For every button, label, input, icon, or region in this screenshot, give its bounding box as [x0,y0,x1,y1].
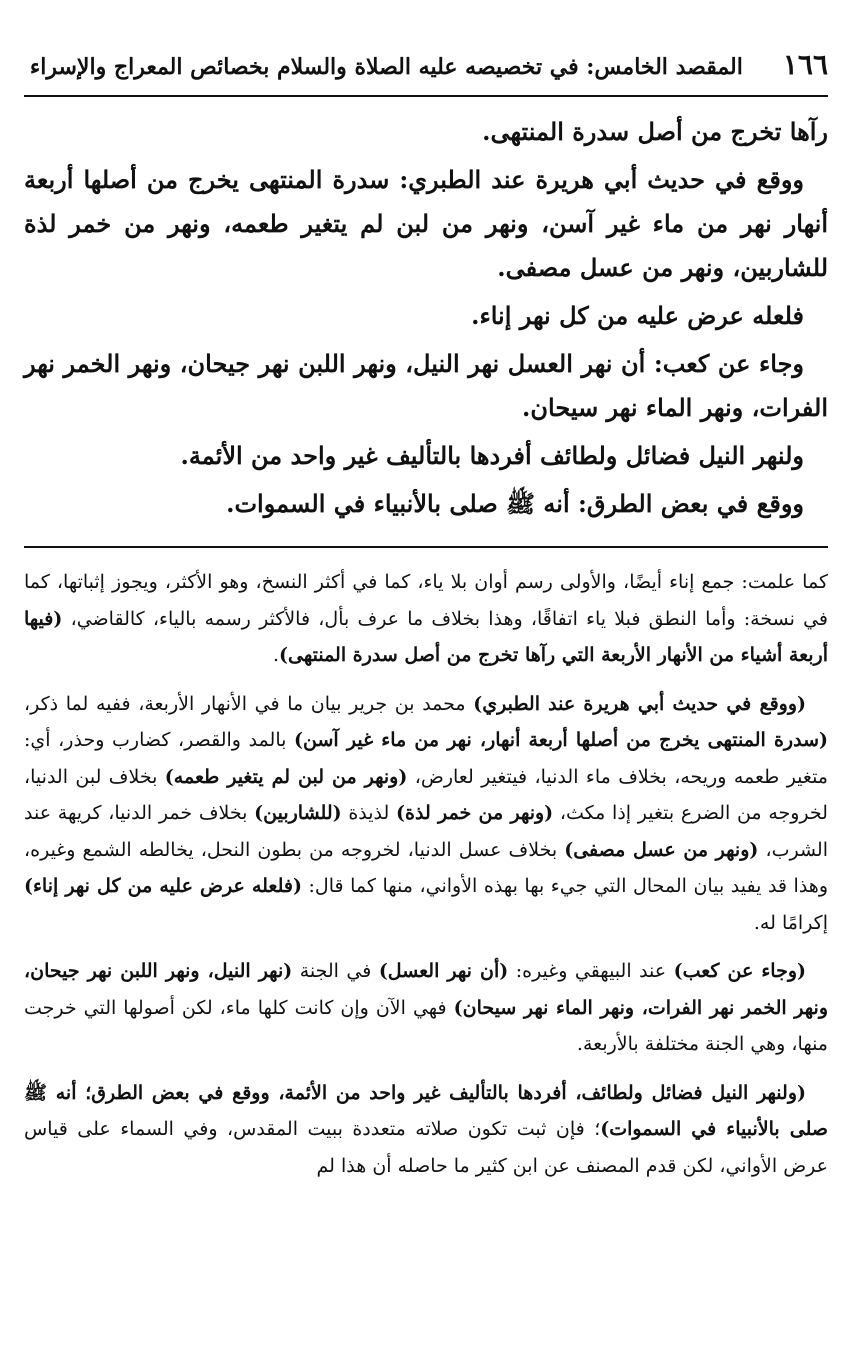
main-paragraph: ووقع في حديث أبي هريرة عند الطبري: سدرة المنتهى يخرج من أصلها أربعة أنهار نهر من ماء غير آسن، ونهر من لبن لم يتغير طعمه، ونهر من خمر لذة للشاربين، ونهر من عسل مصفى. [24,165,828,282]
commentary-text: فهي الآن وإن كانت كلها ماء، لكن أصولها التي خرجت منها، وهي الجنة مختلفة بالأربعة. [24,996,828,1055]
quoted-matn-text: (أن نهر العسل) [378,960,509,982]
quoted-matn-text: (وجاء عن كعب) [673,960,806,982]
quoted-matn-text: (للشاربين) [254,802,342,824]
footnote-separator [24,546,828,548]
quoted-matn-text: (ونهر من عسل مصفى) [564,838,759,861]
main-paragraph: ووقع في بعض الطرق: أنه ﷺ صلى بالأنبياء في السموات. [226,489,804,518]
commentary-text: بخلاف خمر الدنيا، كريهة عند الشرب، [24,802,828,861]
commentary-paragraph [24,1075,828,1185]
main-paragraph: رآها تخرج من أصل سدرة المنتهى. [482,117,828,146]
quoted-matn-text: (سدرة المنتهى يخرج من أصلها أربعة أنهار، نهر من ماء غير آسن) [294,729,828,751]
page-number: ١٦٦ [782,48,828,81]
header-rule [24,95,828,97]
commentary-text: . [272,644,280,666]
main-paragraph: وجاء عن كعب: أن نهر العسل نهر النيل، ونهر اللبن نهر جيحان، ونهر الخمر نهر الفرات، ونهر الماء نهر سيحان. [24,349,828,422]
commentary-paragraph [24,564,828,674]
commentary-text: بخلاف لبن الدنيا، لخروجه من الضرع بتغير إذا مكث، [24,765,828,824]
commentary-text: كما علمت: جمع إناء أيضًا، والأولى رسم أوان بلا ياء، كما في أكثر النسخ، وهو الأكثر، ويجوز إثباتها، كما في نسخة: وأما النطق فبلا ياء اتفاقًا، وهذا بخلاف ما عرف بأل، فالأكثر رسمه بالياء، كالقاضي، [24,571,828,630]
commentary-text: محمد بن جرير بيان ما في الأنهار الأربعة، ففيه لما ذكر، [24,692,474,715]
main-paragraph: فلعله عرض عليه من كل نهر إناء. [471,301,804,330]
commentary-text: ؛ فإن ثبت تكون صلاته متعددة ببيت المقدس، وفي السماء على قياس عرض الأواني، لكن قدم المصنف عن ابن كثير ما حاصله أن هذا لم [24,1118,828,1177]
running-title: المقصد الخامس: في تخصيصه عليه الصلاة والسلام بخصائص المعراج والإسراء [29,54,743,80]
quoted-matn-text: (ووقع في حديث أبي هريرة عند الطبري) [473,692,806,715]
quoted-matn-text: (ولنهر النيل فضائل ولطائف، أفردها بالتأليف غير واحد من الأئمة، ووقع في بعض الطرق؛ أنه ﷺ صلى بالأنبياء في السموات) [24,1081,828,1140]
quoted-matn-text: (ونهر من لبن لم يتغير طعمه) [164,765,408,788]
commentary-text: بالمد والقصر، كضارب وحذر، أي: متغير طعمه وريحه، بخلاف ماء الدنيا، فيتغير لعارض، [24,729,828,788]
commentary-text: في الجنة [292,960,379,982]
commentary [24,564,828,1196]
commentary-text: بخلاف عسل الدنيا، لخروجه من بطون النحل، يخالطه الشمع وغيره، وهذا قد يفيد بيان المحال التي جيء بها بهذه الأواني، منها كما قال: [24,838,828,897]
commentary-text: عند البيهقي وغيره: [508,960,674,982]
quoted-matn-text: (فلعله عرض عليه من كل نهر إناء) [24,875,302,897]
commentary-paragraph [24,953,828,1063]
page-header [24,48,828,88]
commentary-paragraph [24,686,828,942]
commentary-text: لذيذة [341,802,397,824]
quoted-matn-text: (فيها أربعة أشياء من الأنهار الأربعة التي رآها تخرج من أصل سدرة المنتهى) [24,607,828,666]
quoted-matn-text: (ونهر من خمر لذة) [396,802,554,824]
main-paragraph: ولنهر النيل فضائل ولطائف أفردها بالتأليف غير واحد من الأئمة. [180,441,804,470]
commentary-text: إكرامًا له. [753,911,828,934]
quoted-matn-text: (نهر النيل، ونهر اللبن نهر جيحان، ونهر الخمر نهر الفرات، ونهر الماء نهر سيحان) [24,960,828,1019]
main-text [24,110,828,526]
